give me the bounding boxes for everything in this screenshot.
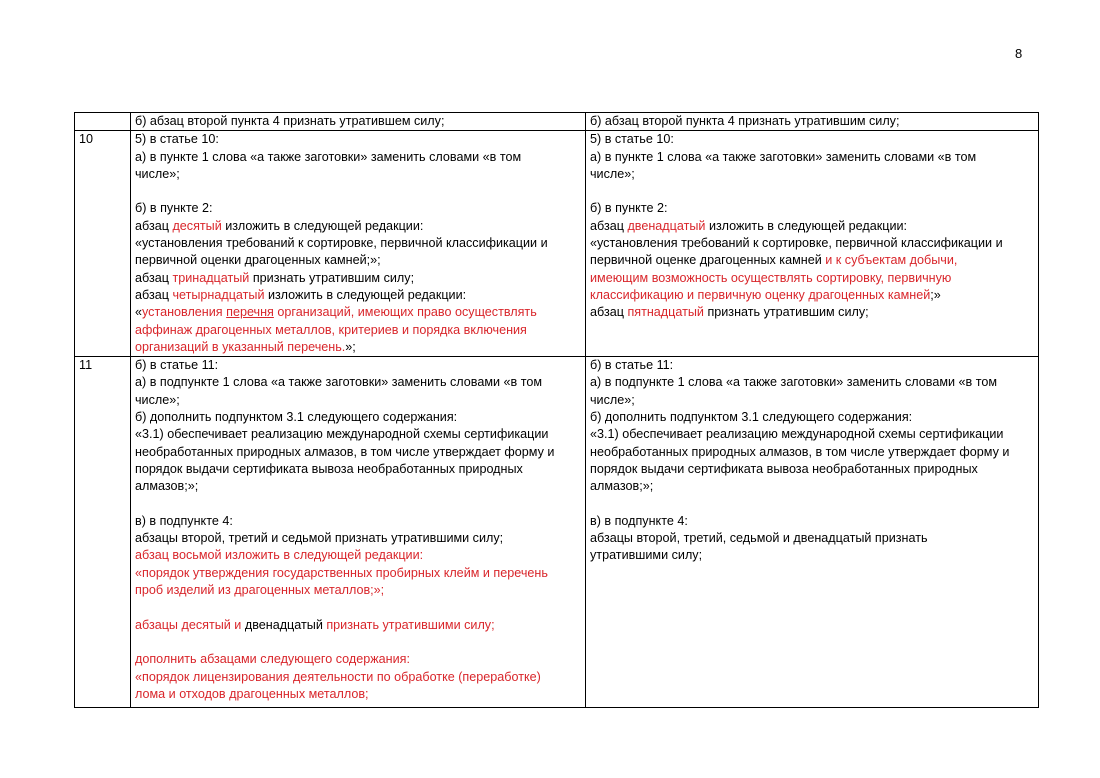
- text-line: [590, 113, 1034, 130]
- text-line: [135, 149, 581, 166]
- changed-text: дополнить абзацами следующего содержания:: [135, 652, 410, 667]
- text-segment: «3.1) обеспечивает реализацию международной схемы сертификации: [135, 427, 549, 442]
- row-number: 10: [75, 131, 131, 357]
- text-line: [590, 235, 1034, 252]
- text-line: [590, 444, 1034, 461]
- text-line: [590, 287, 1034, 304]
- text-line: [135, 513, 581, 530]
- text-line: [135, 686, 581, 703]
- text-line: [590, 200, 1034, 217]
- text-line: [135, 374, 581, 391]
- text-segment: изложить в следующей редакции:: [264, 287, 467, 302]
- text-segment: необработанных природных алмазов, в том числе утверждает форму и: [135, 444, 555, 459]
- text-segment: «3.1) обеспечивает реализацию международной схемы сертификации: [590, 427, 1004, 442]
- changed-text: классификацию и первичную оценку драгоценных камней: [590, 287, 931, 302]
- text-segment: абзац: [590, 305, 628, 320]
- changed-text: абзац восьмой изложить в следующей редакции:: [135, 548, 424, 563]
- changed-text: организаций, имеющих право осуществлять: [273, 305, 537, 320]
- text-line: [590, 166, 1034, 183]
- text-segment: двенадцатый: [244, 617, 327, 632]
- row-number: [75, 113, 131, 131]
- blank-line: [590, 496, 1034, 513]
- text-line: [135, 409, 581, 426]
- text-line: [135, 322, 581, 339]
- text-line: [135, 530, 581, 547]
- text-line: [590, 513, 1034, 530]
- changed-text: перечня: [226, 305, 274, 320]
- text-segment: изложить в следующей редакции:: [705, 218, 908, 233]
- text-line: [135, 582, 581, 599]
- text-line: [135, 478, 581, 495]
- text-line: [590, 304, 1034, 321]
- text-segment: 5) в статье 10:: [590, 132, 674, 147]
- text-segment: порядок выдачи сертификата вывоза необработанных природных: [590, 461, 978, 476]
- text-segment: в) в подпункте 4:: [590, 513, 688, 528]
- text-segment: »;: [345, 339, 356, 354]
- blank-line: [135, 599, 581, 616]
- changed-text: пятнадцатый: [627, 305, 704, 320]
- text-line: [590, 252, 1034, 269]
- changed-text: «порядок утверждения государственных пробирных клейм и перечень: [135, 565, 548, 580]
- changed-text: и к субъектам добычи,: [825, 253, 958, 268]
- text-segment: утратившими силу;: [590, 548, 703, 563]
- text-line: [590, 392, 1034, 409]
- changed-text: организаций в указанный перечень.: [135, 339, 346, 354]
- text-segment: б) в пункте 2:: [135, 201, 213, 216]
- text-segment: б) в пункте 2:: [590, 201, 668, 216]
- text-segment: порядок выдачи сертификата вывоза необработанных природных: [135, 461, 523, 476]
- text-line: [135, 166, 581, 183]
- table-row: [75, 357, 1039, 708]
- text-segment: признать утратившим силу;: [703, 305, 869, 320]
- changed-text: лома и отходов драгоценных металлов;: [135, 686, 369, 701]
- text-segment: а) в пункте 1 слова «а также заготовки» заменить словами «в том: [135, 149, 522, 164]
- proposed-text-cell: [586, 131, 1039, 357]
- text-line: [590, 547, 1034, 564]
- text-segment: изложить в следующей редакции:: [221, 218, 424, 233]
- changed-text: имеющим возможность осуществлять сортировку, первичную: [590, 270, 952, 285]
- text-segment: в) в подпункте 4:: [135, 513, 233, 528]
- text-segment: первичной оценке драгоценных камней: [590, 253, 826, 268]
- text-segment: б) дополнить подпунктом 3.1 следующего содержания:: [135, 410, 458, 425]
- text-segment: «установления требований к сортировке, первичной классификации и: [135, 236, 548, 251]
- text-segment: б) дополнить подпунктом 3.1 следующего содержания:: [590, 410, 913, 425]
- text-segment: а) в подпункте 1 слова «а также заготовки» заменить словами «в том: [135, 375, 543, 390]
- text-line: [135, 357, 581, 374]
- text-line: [590, 530, 1034, 547]
- row-number: 11: [75, 357, 131, 708]
- table-row: [75, 113, 1039, 131]
- text-line: [135, 444, 581, 461]
- text-line: [135, 669, 581, 686]
- blank-line: [135, 634, 581, 651]
- text-segment: абзацы второй, третий и седьмой признать утратившими силу;: [135, 531, 504, 546]
- changed-text: четырнадцатый: [172, 287, 265, 302]
- proposed-text-cell: [586, 357, 1039, 708]
- text-segment: первичной оценки драгоценных камней;»;: [135, 253, 381, 268]
- text-line: [135, 235, 581, 252]
- text-line: [135, 426, 581, 443]
- text-line: [590, 270, 1034, 287]
- proposed-text-cell: [586, 113, 1039, 131]
- text-line: [135, 651, 581, 668]
- changed-text: тринадцатый: [172, 270, 250, 285]
- text-line: [135, 461, 581, 478]
- text-segment: «: [135, 305, 143, 320]
- text-segment: б) абзац второй пункта 4 признать утратившим силу;: [590, 114, 900, 128]
- blank-line: [135, 496, 581, 513]
- text-line: [135, 304, 581, 321]
- changed-text: абзацы десятый и: [135, 617, 245, 632]
- table-row: [75, 131, 1039, 357]
- changed-text: десятый: [172, 218, 222, 233]
- text-line: [135, 392, 581, 409]
- text-segment: абзац: [135, 287, 173, 302]
- text-line: [135, 131, 581, 148]
- changed-text: признать утратившими силу;: [326, 617, 495, 632]
- text-line: [135, 339, 581, 356]
- page-number: 8: [1015, 46, 1023, 61]
- text-line: [590, 409, 1034, 426]
- text-segment: алмазов;»;: [590, 479, 654, 494]
- changed-text: проб изделий из драгоценных металлов;»;: [135, 583, 385, 598]
- comparison-table: [74, 112, 1039, 708]
- text-line: [135, 218, 581, 235]
- text-line: [590, 149, 1034, 166]
- text-segment: признать утратившим силу;: [249, 270, 415, 285]
- text-segment: б) в статье 11:: [135, 358, 219, 373]
- text-line: [590, 218, 1034, 235]
- text-line: [590, 426, 1034, 443]
- text-line: [135, 287, 581, 304]
- text-segment: б) в статье 11:: [590, 358, 674, 373]
- changed-text: двенадцатый: [627, 218, 706, 233]
- text-segment: «установления требований к сортировке, первичной классификации и: [590, 236, 1003, 251]
- text-line: [590, 357, 1034, 374]
- current-text-cell: [131, 113, 586, 131]
- text-segment: числе»;: [590, 166, 635, 181]
- text-line: [590, 131, 1034, 148]
- current-text-cell: [131, 357, 586, 708]
- text-segment: б) абзац второй пункта 4 признать утратившем силу;: [135, 114, 445, 128]
- changed-text: «порядок лицензирования деятельности по обработке (переработке): [135, 669, 541, 684]
- text-segment: абзацы второй, третий, седьмой и двенадцатый признать: [590, 531, 928, 546]
- text-segment: алмазов;»;: [135, 479, 199, 494]
- changed-text: установления: [142, 305, 227, 320]
- text-line: [135, 270, 581, 287]
- text-segment: числе»;: [135, 392, 180, 407]
- text-segment: абзац: [590, 218, 628, 233]
- text-line: [590, 478, 1034, 495]
- text-segment: числе»;: [135, 166, 180, 181]
- text-segment: числе»;: [590, 392, 635, 407]
- text-segment: необработанных природных алмазов, в том числе утверждает форму и: [590, 444, 1010, 459]
- text-segment: 5) в статье 10:: [135, 132, 219, 147]
- changed-text: аффинаж драгоценных металлов, критериев и порядка включения: [135, 322, 527, 337]
- text-line: [590, 461, 1034, 478]
- current-text-cell: [131, 131, 586, 357]
- text-line: [135, 252, 581, 269]
- text-line: [590, 374, 1034, 391]
- text-segment: абзац: [135, 270, 173, 285]
- text-segment: абзац: [135, 218, 173, 233]
- text-segment: а) в пункте 1 слова «а также заготовки» заменить словами «в том: [590, 149, 977, 164]
- text-segment: а) в подпункте 1 слова «а также заготовки» заменить словами «в том: [590, 375, 998, 390]
- text-line: [135, 113, 581, 130]
- text-line: [135, 565, 581, 582]
- blank-line: [590, 183, 1034, 200]
- text-line: [135, 547, 581, 564]
- text-line: [135, 200, 581, 217]
- text-line: [135, 617, 581, 634]
- text-segment: ;»: [930, 287, 941, 302]
- blank-line: [135, 183, 581, 200]
